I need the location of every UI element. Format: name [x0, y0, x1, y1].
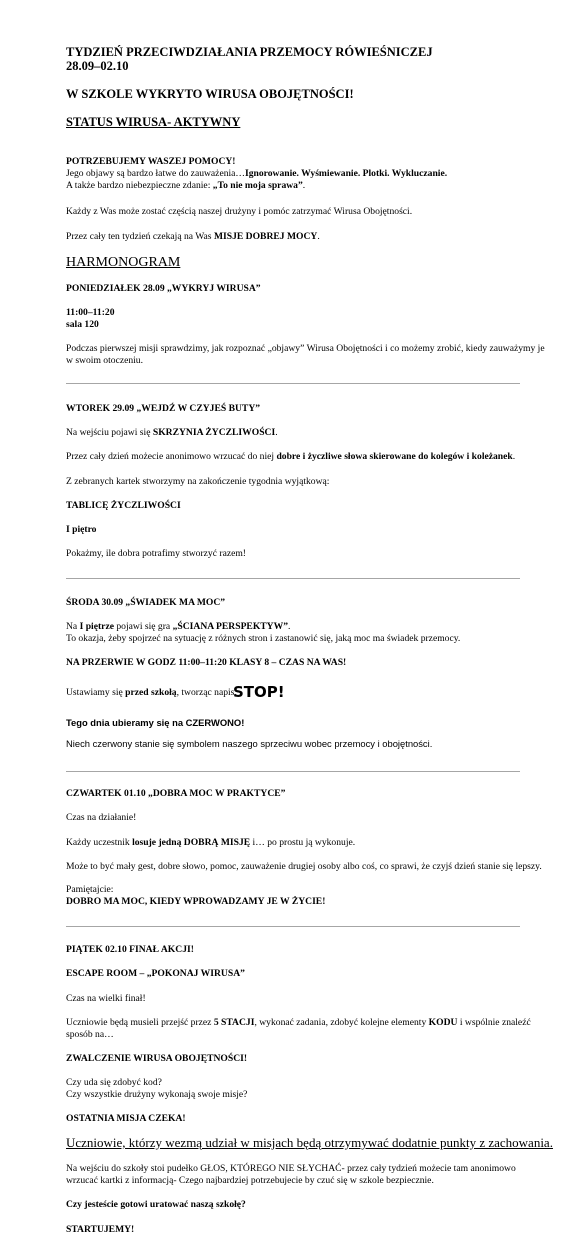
text: Na — [66, 621, 80, 632]
missions-text: Przez cały ten tydzień czekają na Was — [66, 231, 214, 242]
period: . — [512, 451, 516, 462]
symptoms-line — [66, 169, 447, 179]
kindness-board: TABLICĘ ŻYCZLIWOŚCI — [66, 500, 181, 511]
mission-draw-text: losuje jedną DOBRĄ MISJĘ — [132, 837, 251, 848]
kindness-chest-text: Na wejściu pojawi się — [66, 427, 153, 438]
text: Każdy uczestnik — [66, 837, 133, 848]
voice-box-line2: wrzucać kartki z informacją- Czego najbardziej potrzebujecie by czuć się w szkole bezpiecznie. — [66, 1175, 434, 1186]
team-invitation: Każdy z Was może zostać częścią naszej drużyny i pomóc zatrzymać Wirusa Obojętności. — [66, 206, 413, 217]
voice-box-line1: Na wejściu do szkoły stoi pudełko GŁOS, KTÓREGO NIE SŁYCHAĆ- przez cały tydzień możecie tam anonimowo — [66, 1163, 516, 1174]
dangerous-sentence-line — [66, 181, 305, 191]
section-divider — [66, 578, 520, 579]
escape-room-heading: ESCAPE ROOM – „POKONAJ WIRUSA” — [66, 968, 245, 979]
draw-mission-line — [66, 838, 355, 848]
period: . — [302, 180, 306, 191]
section-divider — [66, 383, 520, 384]
place-name: przed szkołą — [125, 687, 177, 698]
wednesday-heading: ŚRODA 30.09 „ŚWIADEK MA MOC” — [66, 597, 226, 608]
kindness-chest-name: SKRZYNIA ŻYCZLIWOŚCI — [152, 427, 276, 438]
stand-in-front-line — [66, 688, 237, 698]
stop-sign-text: STOP! — [233, 683, 285, 701]
missions-line — [66, 232, 320, 242]
document-title: TYDZIEŃ PRZECIWDZIAŁANIA PRZEMOCY RÓWIEŚNICZEJ — [66, 45, 433, 59]
break-time-line: NA PRZERWIE W GODZ 11:00–11:20 KLASY 8 – CZAS NA WAS! — [66, 657, 347, 668]
text: Ustawiamy się — [66, 687, 126, 698]
monday-description-line2: w swoim otoczeniu. — [66, 355, 144, 366]
start-line: STARTUJEMY! — [66, 1224, 135, 1235]
game-name: „ŚCIANA PERSPEKTYW” — [172, 621, 289, 632]
anonymous-notes-text: Przez cały dzień możecie anonimowo wrzucać do niej — [66, 451, 277, 462]
witness-power-line: To okazja, żeby spojrzeć na sytuację z różnych stron i zastanowić się, jaką moc ma świadek przemocy. — [66, 633, 461, 644]
period: . — [317, 231, 320, 242]
virus-found-heading: W SZKOLE WYKRYTO WIRUSA OBOJĘTNOŚCI! — [66, 87, 354, 101]
monday-heading: PONIEDZIAŁEK 28.09 „WYKRYJ WIRUSA” — [66, 283, 261, 294]
remember-label: Pamiętajcie: — [66, 884, 114, 895]
kind-words-text: dobre i życzliwe słowa skierowane do kolegów i koleżanek — [276, 451, 513, 462]
stations-line — [66, 1018, 531, 1028]
kindness-chest-line — [66, 428, 278, 438]
period: . — [275, 427, 278, 438]
symptoms-text: Jego objawy są bardzo łatwe do zauważenia… — [66, 168, 246, 179]
text: , wykonać zadania, zdobyć kolejne elementy — [254, 1017, 429, 1028]
grand-finale-line: Czas na wielki finał! — [66, 993, 146, 1004]
date-range: 28.09–02.10 — [66, 59, 129, 73]
section-divider — [66, 771, 520, 772]
text: i… po prostu ją wykonuje. — [250, 837, 356, 848]
thursday-heading: CZWARTEK 01.10 „DOBRA MOC W PRAKTYCE” — [66, 788, 286, 799]
period: . — [288, 621, 291, 632]
tuesday-floor: I piętro — [66, 524, 97, 535]
dangerous-sentence-quote: „To nie moja sprawa” — [212, 180, 303, 191]
question-code: Czy uda się zdobyć kod? — [66, 1077, 162, 1088]
stations-count: 5 STACJI — [213, 1017, 255, 1028]
behavior-points-line: Uczniowie, którzy wezmą udział w misjach będą otrzymywać dodatnie punkty z zachowania. — [66, 1135, 553, 1150]
dangerous-sentence-text: A także bardzo niebezpieczne zdanie: — [66, 180, 213, 191]
virus-status-heading: STATUS WIRUSA- AKTYWNY — [66, 115, 241, 129]
section-divider — [66, 926, 520, 927]
friday-heading: PIĄTEK 02.10 FINAŁ AKCJI! — [66, 944, 194, 955]
perspective-wall-line — [66, 622, 290, 632]
tuesday-heading: WTOREK 29.09 „WEJDŹ W CZYJEŚ BUTY” — [66, 403, 261, 414]
last-mission-line: OSTATNIA MISJA CZEKA! — [66, 1113, 186, 1124]
text: Uczniowie będą musieli przejść przez — [66, 1017, 214, 1028]
schedule-heading: HARMONOGRAM — [66, 255, 181, 270]
text: i wspólnie znaleźć — [457, 1017, 531, 1028]
code-word: KODU — [428, 1017, 458, 1028]
ready-question: Czy jesteście gotowi uratować naszą szkołę? — [66, 1199, 246, 1210]
symptoms-list: Ignorowanie. Wyśmiewanie. Plotki. Wykluczanie. — [245, 168, 448, 179]
text: pojawi się gra — [113, 621, 173, 632]
tuesday-closing: Pokażmy, ile dobra potrafimy stworzyć razem! — [66, 548, 246, 559]
stations-line2: sposób na… — [66, 1029, 114, 1040]
red-dress-line: Tego dnia ubieramy się na CZERWONO! — [66, 717, 245, 728]
missions-name: MISJE DOBREJ MOCY — [213, 231, 318, 242]
red-symbol-line: Niech czerwony stanie się symbolem naszego sprzeciwu wobec przemocy i obojętności. — [66, 738, 433, 749]
defeat-virus-line: ZWALCZENIE WIRUSA OBOJĘTNOŚCI! — [66, 1053, 248, 1064]
monday-description-line1: Podczas pierwszej misji sprawdzimy, jak rozpoznać „objawy” Wirusa Obojętności i co możemy zrobić, kiedy zauważymy je — [66, 343, 545, 354]
collected-notes-line: Z zebranych kartek stworzymy na zakończenie tygodnia wyjątkową: — [66, 476, 330, 487]
time-to-act-line: Czas na działanie! — [66, 812, 137, 823]
monday-time: 11:00–11:20 — [66, 307, 115, 318]
good-power-slogan: DOBRO MA MOC, KIEDY WPROWADZAMY JE W ŻYCIE! — [66, 896, 326, 907]
small-gesture-line: Może to być mały gest, dobre słowo, pomoc, zauważenie drugiej osoby albo coś, co sprawi, że czyjś dzień stanie się lepszy. — [66, 861, 542, 872]
anonymous-notes-line — [66, 452, 515, 462]
floor-name: I piętrze — [79, 621, 114, 632]
question-missions: Czy wszystkie drużyny wykonają swoje misje? — [66, 1089, 248, 1100]
monday-room: sala 120 — [66, 319, 99, 330]
need-help-line: POTRZEBUJEMY WASZEJ POMOCY! — [66, 156, 236, 167]
text: , tworząc napis: — [176, 687, 238, 698]
